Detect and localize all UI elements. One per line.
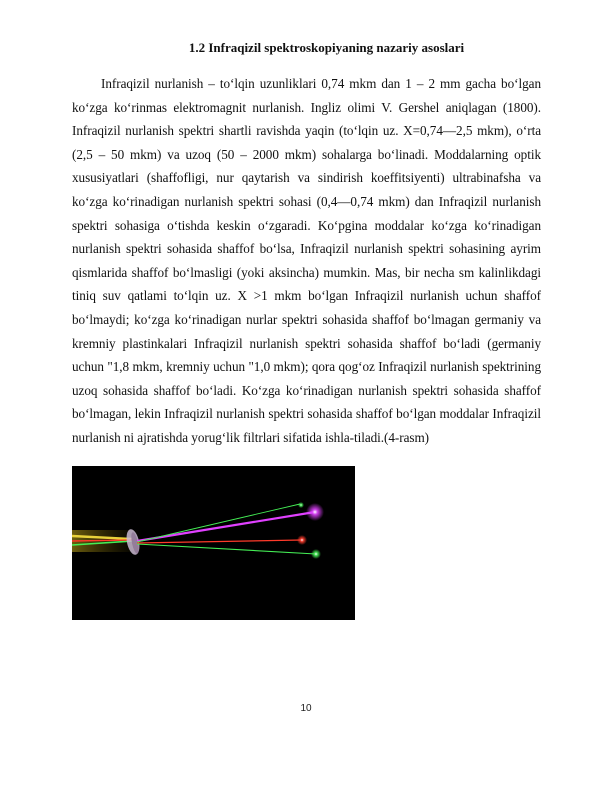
page-number: 10 <box>300 703 312 714</box>
document-page <box>72 36 541 620</box>
green-spot <box>311 549 321 559</box>
upper-green-spot <box>298 502 304 508</box>
magenta-spot <box>306 503 324 521</box>
beam-illustration <box>72 466 355 620</box>
section-title: 1.2 Infraqizil spektroskopiyaning nazariy asoslari <box>188 40 465 55</box>
red-spot <box>297 535 307 545</box>
figure-prism-light-beams <box>72 466 355 620</box>
incoming-red-beam <box>72 540 132 541</box>
body-paragraph: Infraqizil nurlanish – to‘lqin uzunliklari 0,74 mkm dan 1 – 2 mm gacha bo‘lgan ko‘zga ko‘rinmas elektromagnit nurlanish. Ingliz olimi V. Gershel aniqlagan (1800). Infraqizil nurlanish spektri shartli ravishda yaqin (to‘lqin uz. X=0,74—2,5 mkm), o‘rta (2,5 – 50 mkm) va uzoq (50 – 2000 mkm) sohalarga bo‘linadi. Moddalarning optik xususiyatlari (shaffofligi, nur qaytarish va sindirish koeffitsiyenti) ultrabinafsha va ko‘zga ko‘rinadigan nurlanish spektri sohasi (0,4—0,74 mkm) dan Infraqizil nurlanish spektri sohasiga o‘tishda keskin o‘zgaradi. Ko‘pgina moddalar ko‘zga ko‘rinadigan nurlanish spektri sohasida shaffof bo‘lsa, Infraqizil nurlanish spektri sohasining ayrim qismlarida shaffof bo‘lmasligi (yoki aksincha) mumkin. Mas, bir necha sm kalinlikdagi tiniq suv qatlami to‘lqin uz. X >1 mkm bo‘lgan Infraqizil nurlanish uchun shaffof bo‘lmaydi; ko‘zga ko‘rinadigan nurlar spektri sohasida shaffof bo‘lmagan germaniy va kremniy plastinkalari Infraqizil nurlanish spektri sohasida shaffof bo‘ladi (germaniy uchun "1,8 mkm, kremniy uchun "1,0 mkm); qora qog‘oz Infraqizil nurlanish spektrining uzoq sohasida shaffof bo‘ladi. Ko‘zga ko‘rinadigan nurlanish spektri sohasida shaffof bo‘lmagan, lekin Infraqizil nurlanish spektri sohasida shaffof bo‘lgan moddalar Infraqizil nurlanish ni ajratishda yorug‘lik filtrlari sifatida ishla-tiladi.(4-rasm) <box>72 76 541 445</box>
